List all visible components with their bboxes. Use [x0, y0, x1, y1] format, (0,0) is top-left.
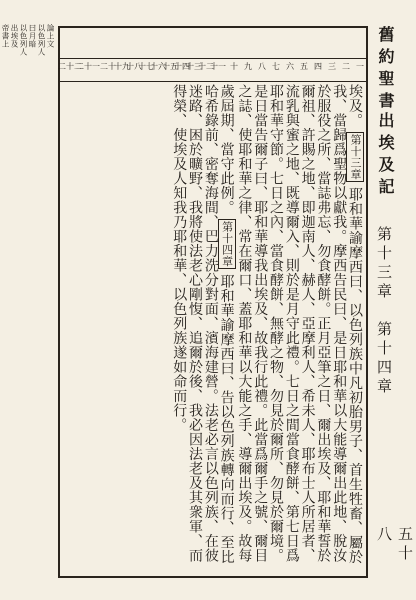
chapter-14-marker: 第十四章 [218, 219, 236, 269]
verse-number: 二十一 [76, 62, 100, 71]
verse-number: 二十二 [58, 62, 82, 71]
verse-number: 二 [342, 62, 350, 71]
verse-number: 十一 [210, 62, 226, 71]
marginal-notes [0, 24, 56, 304]
book-title: 舊約聖書 [376, 26, 395, 114]
verse-number: 十三 [186, 62, 202, 71]
chapter-14-text: 耶和華諭摩西曰、告以色列族轉向而行、至比哈希錄前、密奪海間、巴力洗分對面、濱海建營。法老必言以色列族、在彼迷路、困於曠野、我將使法老心剛愎、追爾於後、我必因法老及其衆軍、而得榮、使埃及人知我乃耶和華、以色列族遂如命而行。 [171, 84, 235, 565]
verse-number: 十六 [150, 62, 166, 71]
verse-number: 三 [328, 62, 336, 71]
verse-number: 十二 [198, 62, 214, 71]
verse-number: 十五 [162, 62, 178, 71]
note-3: 曰月暗 [28, 24, 37, 48]
verse-number: 十八 [126, 62, 142, 71]
note-4: 以色列人 [19, 24, 28, 56]
chapter-13-text: 耶和華諭摩西曰、以色列族中凡初胎男子、首生牲畜、屬於我、當歸爲聖物以獻我。摩西告民曰、是日耶和華以大能導爾出此地、脫汝於服役之所、當誌弗忘、勿食酵餅。正月亞筆之日、爾出埃及、耶和華誓於爾祖、許賜之地、即迦南人、赫人、亞摩利人、希未人、耶布士人所居者、流乳與蜜之地、既導爾入、則於是月守此禮。七日之間當食酵餅、第七日爲耶和華守節。七日之內、當食酵餅、無酵之物、勿見於爾所、勿見於爾境。是日當告爾子曰、耶和華導我出埃及、故我行此禮。此當爲爾手之號、爾目之誌、使耶和華之律、常在爾口、蓋耶和華以大能之手、導爾出埃及。故每歲屆期、當守此例。 [218, 84, 363, 565]
note-2: 以色列人 [37, 24, 46, 56]
section-title: 出埃及記 [376, 112, 395, 200]
scripture-body [62, 84, 364, 574]
verse-number: 四 [314, 62, 322, 71]
verse-number: 八 [258, 62, 266, 71]
chapter-range: 第十三章 第十四章 [375, 226, 393, 397]
page-number: 五十八 [375, 526, 414, 564]
verse-number: 七 [272, 62, 280, 71]
verse-number: 五 [300, 62, 308, 71]
verse-number: 二十 [100, 62, 116, 71]
note-1: 論上文 [46, 24, 55, 48]
verse-number-strip [58, 58, 368, 82]
chapter-13-marker: 第十三章 [346, 132, 364, 182]
verse-number: 九 [244, 62, 252, 71]
note-5: 出埃及 [10, 24, 19, 48]
verse-number: 十四 [174, 62, 190, 71]
running-header [372, 26, 414, 578]
continuation-text: 埃及。 [347, 84, 363, 128]
verse-number: 十 [230, 62, 238, 71]
verse-number: 十七 [138, 62, 154, 71]
note-6: 帝書上 [1, 24, 10, 48]
verse-number: 十九 [114, 62, 130, 71]
verse-number: 一 [356, 62, 364, 71]
verse-number: 六 [286, 62, 294, 71]
